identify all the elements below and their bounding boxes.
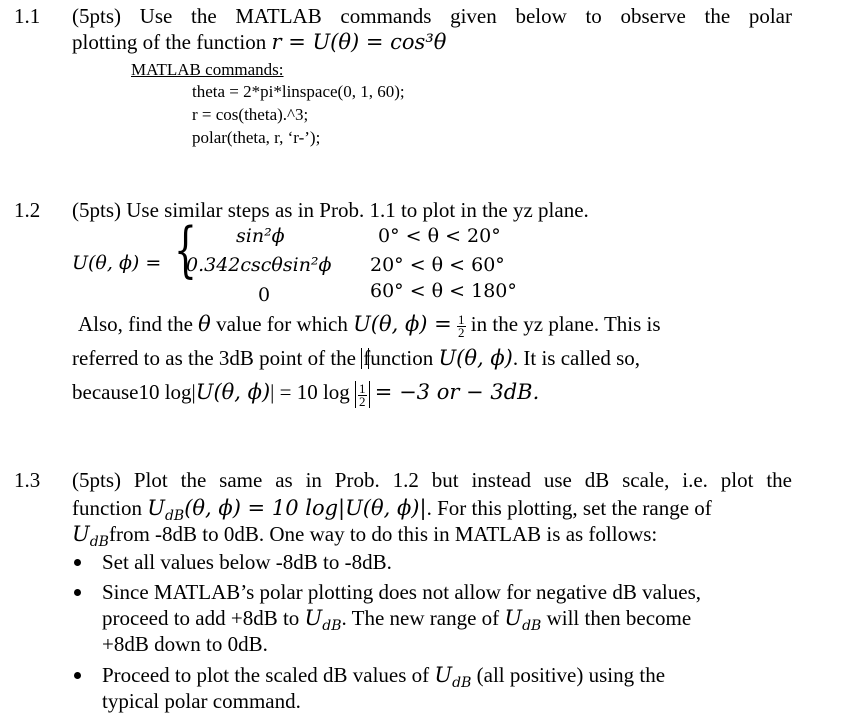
p11-function-math: r = U(θ) = cos³θ (271, 30, 447, 54)
problem-number-1-3: 1.3 (14, 468, 41, 492)
l3-tail: from -8dB to 0dB. One way to do this in MATLAB is as follows: (108, 522, 658, 546)
p13-line1: (5pts) Plot the same as in Prob. 1.2 but instead use dB scale, i.e. plot the (72, 468, 792, 492)
matlab-cmd-1: theta = 2*pi*linspace(0, 1, 60); (192, 82, 405, 101)
p11-line2 (72, 30, 446, 55)
case-2-expr: 0.342cscθsin²ϕ (186, 254, 332, 276)
abs-half: $\frac{1}{2}$ (355, 381, 370, 408)
p13-line2: function $U_{dB}(\theta$, ϕ) = 10 log|U(θ, ϕ)|. For this plotting, set the range of (72, 496, 712, 525)
case-2-cond: 20° < θ < 60° (370, 254, 505, 276)
also-text-c: value for which (210, 312, 354, 336)
l2-tail: . For this plotting, set the range of (426, 496, 712, 520)
ref-math: U(θ, ϕ) (438, 346, 513, 370)
because-math: U(θ, ϕ) (195, 380, 271, 404)
bullet-3-line1: Proceed to plot the scaled dB values of $U_{dB}$ (all positive) using the (102, 663, 666, 692)
p12-func-lhs: U(θ, ϕ) = (72, 252, 162, 274)
bullet-2-line1: Since MATLAB’s polar plotting does not allow for negative dB values, (102, 580, 701, 604)
l2-function-text: function (72, 496, 148, 520)
p12-also-line (78, 312, 661, 339)
bullet-1-text: Set all values below -8dB to -8dB. (102, 550, 392, 574)
p13-line3: $U_{dB}from$ -8dB to 0dB. One way to do this in MATLAB is as follows: (72, 522, 658, 551)
case-1-cond: 0° < θ < 20° (378, 225, 501, 247)
matlab-cmd-3: polar(theta, r, ‘r-’); (192, 128, 321, 147)
matlab-commands-title: MATLAB commands: (131, 60, 284, 79)
matlab-cmd-2: r = cos(theta).^3; (192, 105, 309, 124)
also-text-a: Also, find the (78, 312, 199, 336)
p12-line1: (5pts) Use similar steps as in Prob. 1.1 to plot in the yz plane. (72, 198, 589, 222)
because-text-a: because10 log| (72, 380, 196, 404)
u-eq-math: U(θ, ϕ) = (353, 312, 452, 336)
ref-text-b: function (363, 346, 439, 370)
bullet-2-line3: +8dB down to 0dB. (102, 632, 268, 656)
p11-line1: (5pts) Use the MATLAB commands given below to observe the polar (72, 4, 792, 28)
case-1-expr: sin²ϕ (236, 225, 285, 247)
also-text-e: in the yz plane. This is (465, 312, 661, 336)
theta-math: θ (198, 312, 211, 336)
bullet-1 (74, 559, 81, 566)
udb-formula: (θ, ϕ) = 10 log|U(θ, ϕ)| (184, 496, 427, 520)
bullet-3-line2: typical polar command. (102, 689, 301, 713)
problem-number-1-2: 1.2 (14, 198, 41, 222)
bullet-2 (74, 589, 81, 596)
problem-number-1-1: 1.1 (14, 4, 41, 28)
one-half-fraction: $\frac{1}{2}$ (458, 311, 465, 340)
ref-text-d: . It is called so, (512, 346, 641, 370)
case-3-cond: 60° < θ < 180° (370, 280, 517, 302)
ref-text-a: referred to as the 3dB point of the (72, 346, 362, 370)
p11-line2-text: plotting of the function (72, 30, 272, 54)
cases-brace: { (174, 215, 197, 285)
bullet-2-line2: proceed to add +8dB to $U_{dB}$. The new range of $U_{dB}$ will then become (102, 606, 692, 635)
p12-because-line (72, 380, 539, 408)
bullet-3 (74, 672, 81, 679)
case-3-expr: 0 (258, 284, 271, 306)
p12-ref-line (72, 346, 640, 371)
because-text-c: | = 10 log (270, 380, 350, 404)
because-result-math: = −3 or − 3dB. (374, 380, 540, 404)
